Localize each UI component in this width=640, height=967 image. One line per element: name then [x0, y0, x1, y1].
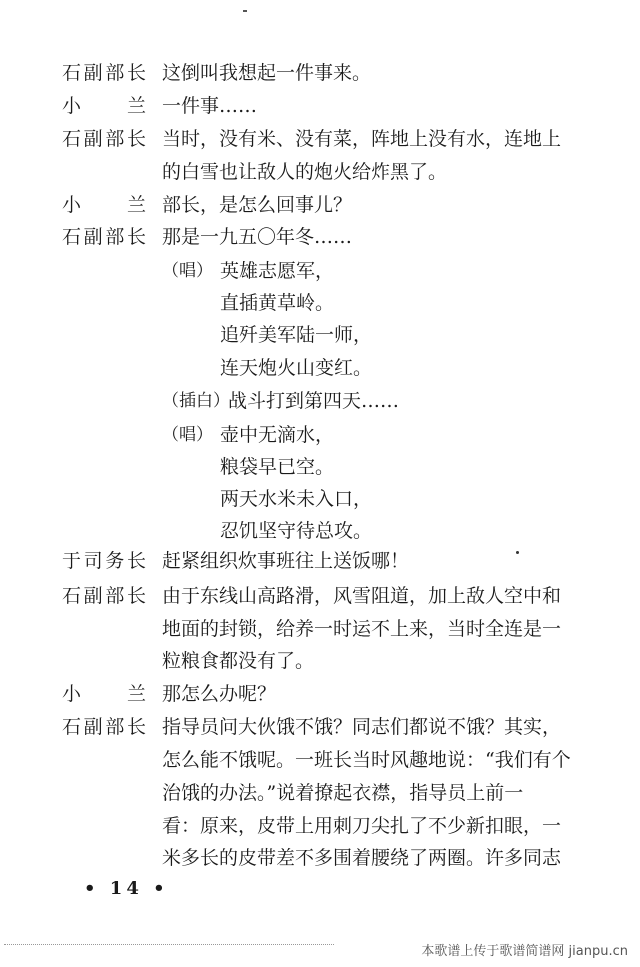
page-number-value: 14	[109, 878, 143, 899]
lyric-text: 壶中无滴水，	[220, 424, 335, 446]
watermark-text: 本歌谱上传于歌谱简谱网 jianpu.cn	[421, 944, 628, 959]
speech-text: 部长，是怎么回事儿？	[162, 194, 353, 216]
scan-border-dots	[4, 944, 334, 949]
lyric-text: 追歼美军陆一师，	[220, 324, 373, 346]
speaker-name: 于司务长	[62, 550, 146, 572]
speech-text: 那是一九五〇年冬……	[162, 226, 353, 248]
speech-text: 当时，没有米、没有菜，阵地上没有水，连地上	[162, 128, 562, 150]
speech-text: 米多长的皮带差不多围着腰绕了两圈。许多同志	[162, 847, 562, 869]
speaker-name: 小 兰	[62, 95, 146, 117]
bullet-icon: •	[84, 878, 100, 899]
speech-text: 由于东线山高路滑，风雪阻道，加上敌人空中和	[162, 585, 562, 607]
stage-direction: （唱）	[162, 261, 213, 281]
speech-text: 指导员问大伙饿不饿？同志们都说不饿？其实，	[162, 716, 562, 738]
scan-speck	[516, 551, 519, 554]
lyric-text: 忍饥坚守待总攻。	[220, 520, 373, 542]
speech-text: 治饿的办法。”说着撩起衣襟，指导员上前一	[162, 782, 524, 804]
lyric-text: 英雄志愿军，	[220, 260, 335, 282]
lyric-text: 战斗打到第四天……	[228, 390, 400, 412]
speaker-name: 石副部长	[62, 716, 146, 738]
stage-direction: （唱）	[162, 425, 213, 445]
lyric-text: 两天水米未入口，	[220, 488, 373, 510]
speaker-name: 石副部长	[62, 585, 146, 607]
speech-text: 赶紧组织炊事班往上送饭哪！	[162, 550, 410, 572]
speaker-name: 小 兰	[62, 194, 146, 216]
speech-text: 这倒叫我想起一件事来。	[162, 62, 372, 84]
speech-text: 粒粮食都没有了。	[162, 650, 315, 672]
lyric-text: 直插黄草岭。	[220, 292, 335, 314]
speaker-name: 石副部长	[62, 128, 146, 150]
scan-mark	[243, 10, 247, 12]
stage-direction: （插白）	[162, 391, 230, 411]
speech-text: 地面的封锁，给养一时运不上来，当时全连是一	[162, 618, 562, 640]
lyric-text: 粮袋早已空。	[220, 456, 335, 478]
speaker-name: 小 兰	[62, 683, 146, 705]
speech-text: 怎么能不饿呢。一班长当时风趣地说：“我们有个	[162, 749, 571, 771]
speaker-name: 石副部长	[62, 226, 146, 248]
speech-text: 一件事……	[162, 95, 258, 117]
speech-text: 的白雪也让敌人的炮火给炸黑了。	[162, 161, 448, 183]
speech-text: 那怎么办呢？	[162, 683, 277, 705]
lyric-text: 连天炮火山变红。	[220, 357, 373, 379]
speaker-name: 石副部长	[62, 62, 146, 84]
speech-text: 看：原来，皮带上用刺刀尖扎了不少新扣眼，一	[162, 815, 562, 837]
bullet-icon: •	[153, 878, 169, 899]
page-number	[84, 878, 169, 899]
